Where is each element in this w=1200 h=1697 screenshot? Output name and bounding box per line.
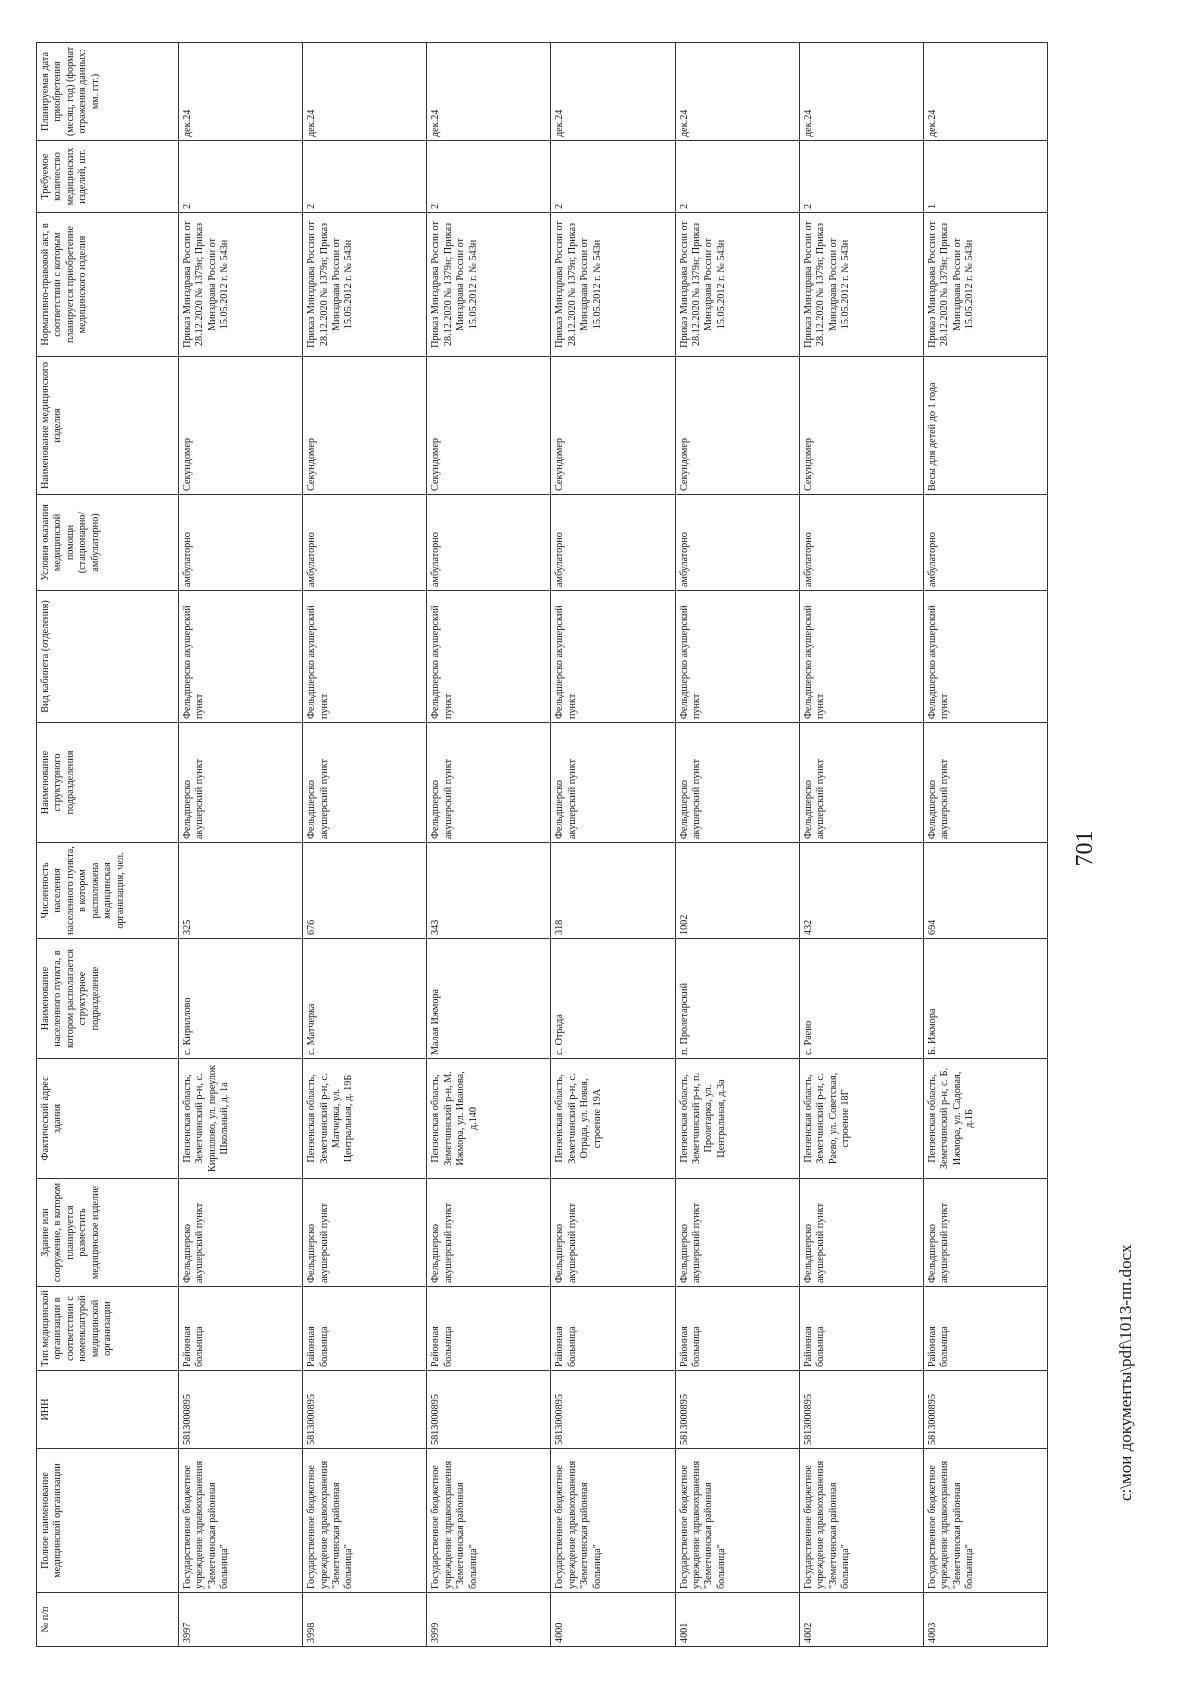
table-cell: Фельдшерско акушерский пункт [427,723,551,843]
table-cell: Весы для детей до 1 года [923,357,1047,495]
table-cell: Секундомер [799,357,923,495]
table-cell: Б. Ижмора [923,939,1047,1059]
table-cell: амбулаторно [427,495,551,591]
table-cell: Приказ Минздрава России от 28.12.2020 № 1379н; Приказ Минздрава России от 15.05.2012 г. № 543н [551,213,675,357]
table-body [179,43,1048,1647]
table-cell: 325 [179,843,303,939]
column-header: Требуемое количество медицинских изделий, шт. [37,141,179,213]
table-cell: дек.24 [551,43,675,141]
column-header: ИНН [37,1371,179,1449]
table-row [675,43,799,1647]
table-cell: 343 [427,843,551,939]
table-cell: с. Раево [799,939,923,1059]
table-cell: Приказ Минздрава России от 28.12.2020 № 1379н; Приказ Минздрава России от 15.05.2012 г. № 543н [303,213,427,357]
table-cell: Фельдшерско акушерский пункт [427,1179,551,1287]
table-cell: Государственное бюджетное учреждение здравоохранения "Земетчинская районная больница" [675,1449,799,1593]
table-cell: Фельдшерско акушерский пункт [551,591,675,723]
table-cell: 2 [179,141,303,213]
table-cell: 3998 [303,1593,427,1647]
table-cell: Приказ Минздрава России от 28.12.2020 № 1379н; Приказ Минздрава России от 15.05.2012 г. № 543н [675,213,799,357]
table-cell: 1002 [675,843,799,939]
table-cell: Государственное бюджетное учреждение здравоохранения "Земетчинская районная больница" [551,1449,675,1593]
table-cell: Государственное бюджетное учреждение здравоохранения "Земетчинская районная больница" [923,1449,1047,1593]
table-cell: Пензенская область, Земетчинский р-н, с. Кириллово, ул. переулок Школьный, д. 1а [179,1059,303,1179]
table-row [923,43,1047,1647]
column-header: Полное наименование медицинской организации [37,1449,179,1593]
table-row [427,43,551,1647]
table-cell: Приказ Минздрава России от 28.12.2020 № 1379н; Приказ Минздрава России от 15.05.2012 г. № 543н [427,213,551,357]
column-header: Численность населения населенного пункта, в котором расположена медицинская организация, чел. [37,843,179,939]
column-header: Наименование структурного подразделения [37,723,179,843]
table-cell: Районная больница [551,1287,675,1371]
table-cell: 5813000895 [923,1371,1047,1449]
table-cell: Секундомер [551,357,675,495]
table-cell: 5813000895 [799,1371,923,1449]
table-cell: Приказ Минздрава России от 28.12.2020 № 1379н; Приказ Минздрава России от 15.05.2012 г. № 543н [179,213,303,357]
table-cell: Районная больница [923,1287,1047,1371]
table-cell: 432 [799,843,923,939]
table-cell: Фельдшерско акушерский пункт [427,591,551,723]
table-cell: дек.24 [799,43,923,141]
table-cell: 3997 [179,1593,303,1647]
table-cell: 4002 [799,1593,923,1647]
table-cell: Фельдшерско акушерский пункт [551,1179,675,1287]
table-cell: Фельдшерско акушерский пункт [799,1179,923,1287]
table-cell: 2 [427,141,551,213]
table-cell: Фельдшерско акушерский пункт [675,1179,799,1287]
page-number: 701 [1072,830,1098,867]
table-cell: Районная больница [427,1287,551,1371]
table-cell: Пензенская область, Земетчинский р-н, с. Б. Ижмора, ул. Садовая, д.1Б [923,1059,1047,1179]
table-cell: дек.24 [303,43,427,141]
column-header: Нормативно-правовой акт, в соответствии с которым планируется приобретение медицинского изделия [37,213,179,357]
table-cell: Пензенская область, Земетчинский р-н, М. Ижмора, ул. Иванова, д.140 [427,1059,551,1179]
table-cell: 4003 [923,1593,1047,1647]
table-cell: амбулаторно [799,495,923,591]
table-cell: с. Кириллово [179,939,303,1059]
table-cell: 2 [675,141,799,213]
table-cell: амбулаторно [303,495,427,591]
table-cell: Фельдшерско акушерский пункт [303,591,427,723]
table-cell: Государственное бюджетное учреждение здравоохранения "Земетчинская районная больница" [179,1449,303,1593]
table-cell: Фельдшерско акушерский пункт [303,723,427,843]
table-cell: с. Матчерка [303,939,427,1059]
table-cell: п. Пролетарский [675,939,799,1059]
table-cell: Государственное бюджетное учреждение здравоохранения "Земетчинская районная больница" [303,1449,427,1593]
table-cell: дек.24 [427,43,551,141]
column-header: Наименование медицинского изделия [37,357,179,495]
table-cell: 5813000895 [303,1371,427,1449]
table-cell: Фельдшерско акушерский пункт [179,591,303,723]
table-cell: Секундомер [427,357,551,495]
table-cell: 318 [551,843,675,939]
table-cell: Фельдшерско акушерский пункт [675,723,799,843]
table-cell: 5813000895 [179,1371,303,1449]
table-cell: 1 [923,141,1047,213]
column-header: Наименование населенного пункта, в котором располагается структурное подразделение [37,939,179,1059]
table-cell: 5813000895 [427,1371,551,1449]
table-cell: Фельдшерско акушерский пункт [799,723,923,843]
table-cell: 2 [303,141,427,213]
table-cell: Фельдшерско акушерский пункт [923,723,1047,843]
table-cell: с. Отрада [551,939,675,1059]
table-cell: амбулаторно [179,495,303,591]
column-header: Планируемая дата приобретения (месяц, год) (формат отражения данных: мм. ггг.) [37,43,179,141]
table-cell: 3999 [427,1593,551,1647]
table-cell: Фельдшерско акушерский пункт [675,591,799,723]
table-cell: Приказ Минздрава России от 28.12.2020 № 1379н; Приказ Минздрава России от 15.05.2012 г. № 543н [799,213,923,357]
table-cell: Секундомер [303,357,427,495]
table-cell: 4001 [675,1593,799,1647]
table-header-row [37,43,179,1647]
table-row [179,43,303,1647]
table-cell: Пензенская область, Земетчинский р-н, п. Пролетарка, ул. Центральная, д.3а [675,1059,799,1179]
table-cell: амбулаторно [675,495,799,591]
column-header: Условия оказания медицинской помощи (стационарно/ амбулаторно) [37,495,179,591]
table-cell: амбулаторно [923,495,1047,591]
table-cell: Секундомер [675,357,799,495]
column-header: Тип медицинской организации в соответствии с номенклатурой медицинской организации [37,1287,179,1371]
table-cell: 2 [799,141,923,213]
column-header: Здание или сооружение, в котором планируется разместить медицинское изделие [37,1179,179,1287]
table-row [303,43,427,1647]
table-cell: Пензенская область, Земетчинский р-н, с. Матчерка, ул. Центральная, д. 19Б [303,1059,427,1179]
table-cell: Районная больница [799,1287,923,1371]
column-header: Фактический адрес здания [37,1059,179,1179]
table-cell: Районная больница [303,1287,427,1371]
table-cell: дек.24 [179,43,303,141]
table-cell: Государственное бюджетное учреждение здравоохранения "Земетчинская районная больница" [427,1449,551,1593]
table-row [799,43,923,1647]
table-cell: 2 [551,141,675,213]
table-cell: Районная больница [675,1287,799,1371]
column-header: № п/п [37,1593,179,1647]
table-cell: Секундомер [179,357,303,495]
medical-equipment-table [36,42,1048,1647]
table-cell: 4000 [551,1593,675,1647]
table-cell: 5813000895 [675,1371,799,1449]
table-cell: Фельдшерско акушерский пункт [799,591,923,723]
table-cell: Районная больница [179,1287,303,1371]
table-cell: Приказ Минздрава России от 28.12.2020 № 1379н; Приказ Минздрава России от 15.05.2012 г. № 543н [923,213,1047,357]
table-cell: Фельдшерско акушерский пункт [551,723,675,843]
table-cell: 694 [923,843,1047,939]
table-cell: Фельдшерско акушерский пункт [303,1179,427,1287]
table-cell: Пензенская область, Земетчинский р-н, с. Раево, ул. Советская, строение 18Г [799,1059,923,1179]
table-cell: дек.24 [923,43,1047,141]
table-cell: Пензенская область, Земетчинский р-н, с. Отрада, ул. Новая, строение 19А [551,1059,675,1179]
table-cell: Фельдшерско акушерский пункт [179,1179,303,1287]
table-cell: Фельдшерско акушерский пункт [923,1179,1047,1287]
table-cell: амбулаторно [551,495,675,591]
table-cell: дек.24 [675,43,799,141]
table-cell: Малая Ижмора [427,939,551,1059]
table-cell: Фельдшерско акушерский пункт [923,591,1047,723]
table-cell: 5813000895 [551,1371,675,1449]
table-cell: Фельдшерско акушерский пункт [179,723,303,843]
column-header: Вид кабинета (отделения) [37,591,179,723]
table-row [551,43,675,1647]
table-cell: 676 [303,843,427,939]
footer-file-path: c:\мои документы\pdf\1013-пп.docx [1116,1244,1135,1501]
table-cell: Государственное бюджетное учреждение здравоохранения "Земетчинская районная больница" [799,1449,923,1593]
